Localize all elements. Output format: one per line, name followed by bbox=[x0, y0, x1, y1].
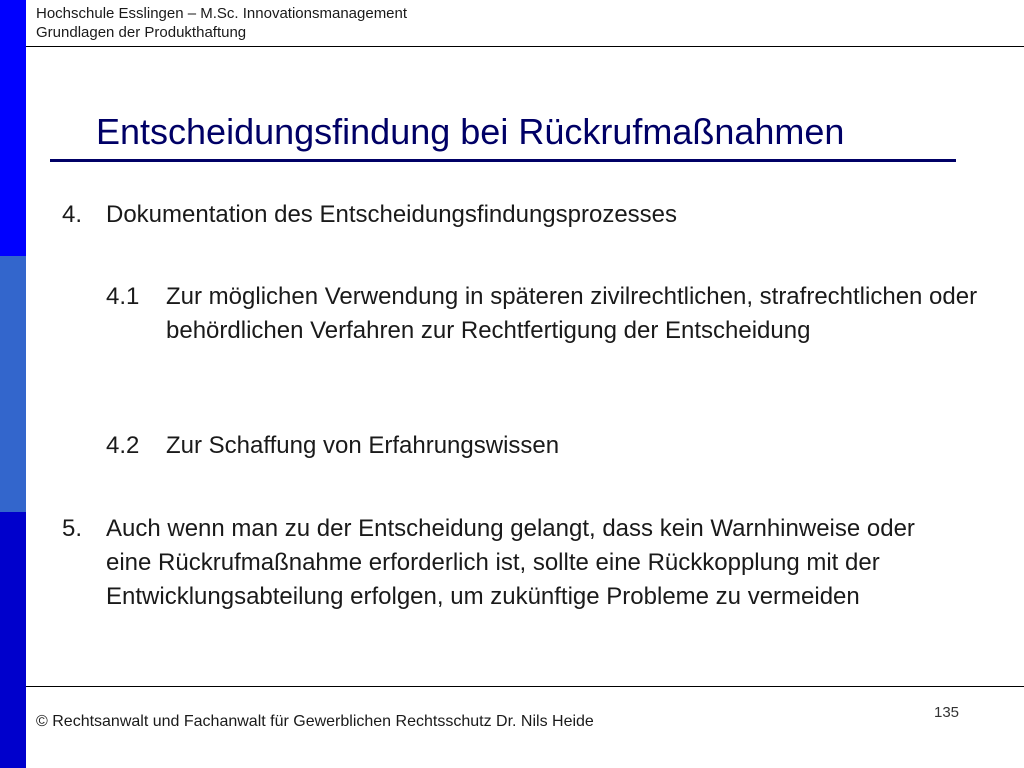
list-item-text: Auch wenn man zu der Entscheidung gelangt, dass kein Warnhinweise oder eine Rückrufmaßnahme erforderlich ist, sollte eine Rückkopplung mit der Entwicklungsabteilung erfolgen, um zukünftige Probleme zu vermeiden bbox=[106, 515, 915, 610]
list-item-text: Dokumentation des Entscheidungsfindungsprozesses bbox=[106, 201, 678, 228]
list-subitem-text: Zur Schaffung von Erfahrungswissen bbox=[166, 432, 560, 459]
list-item-number: 4. bbox=[62, 201, 83, 228]
header-institution: Hochschule Esslingen – M.Sc. Innovationsmanagement bbox=[36, 5, 408, 22]
list-item bbox=[62, 512, 962, 614]
page-number: 135 bbox=[934, 704, 960, 721]
list-subitem-number: 4.1 bbox=[106, 283, 140, 310]
footer-copyright: © Rechtsanwalt und Fachanwalt für Gewerblichen Rechtsschutz Dr. Nils Heide bbox=[36, 713, 594, 730]
footer-divider bbox=[26, 686, 1024, 687]
list-subitem-text: Zur möglichen Verwendung in späteren zivilrechtlichen, strafrechtlichen oder behördlichen Verfahren zur Rechtfertigung der Entscheidung bbox=[166, 283, 978, 344]
list-item-number: 5. bbox=[62, 515, 83, 542]
list-subitem bbox=[106, 429, 986, 463]
list-subitem-number: 4.2 bbox=[106, 432, 140, 459]
list-subitem bbox=[106, 280, 986, 348]
header-course: Grundlagen der Produkthaftung bbox=[36, 24, 247, 41]
slide-title: Entscheidungsfindung bei Rückrufmaßnahmen bbox=[96, 111, 845, 152]
list-item bbox=[62, 198, 962, 232]
